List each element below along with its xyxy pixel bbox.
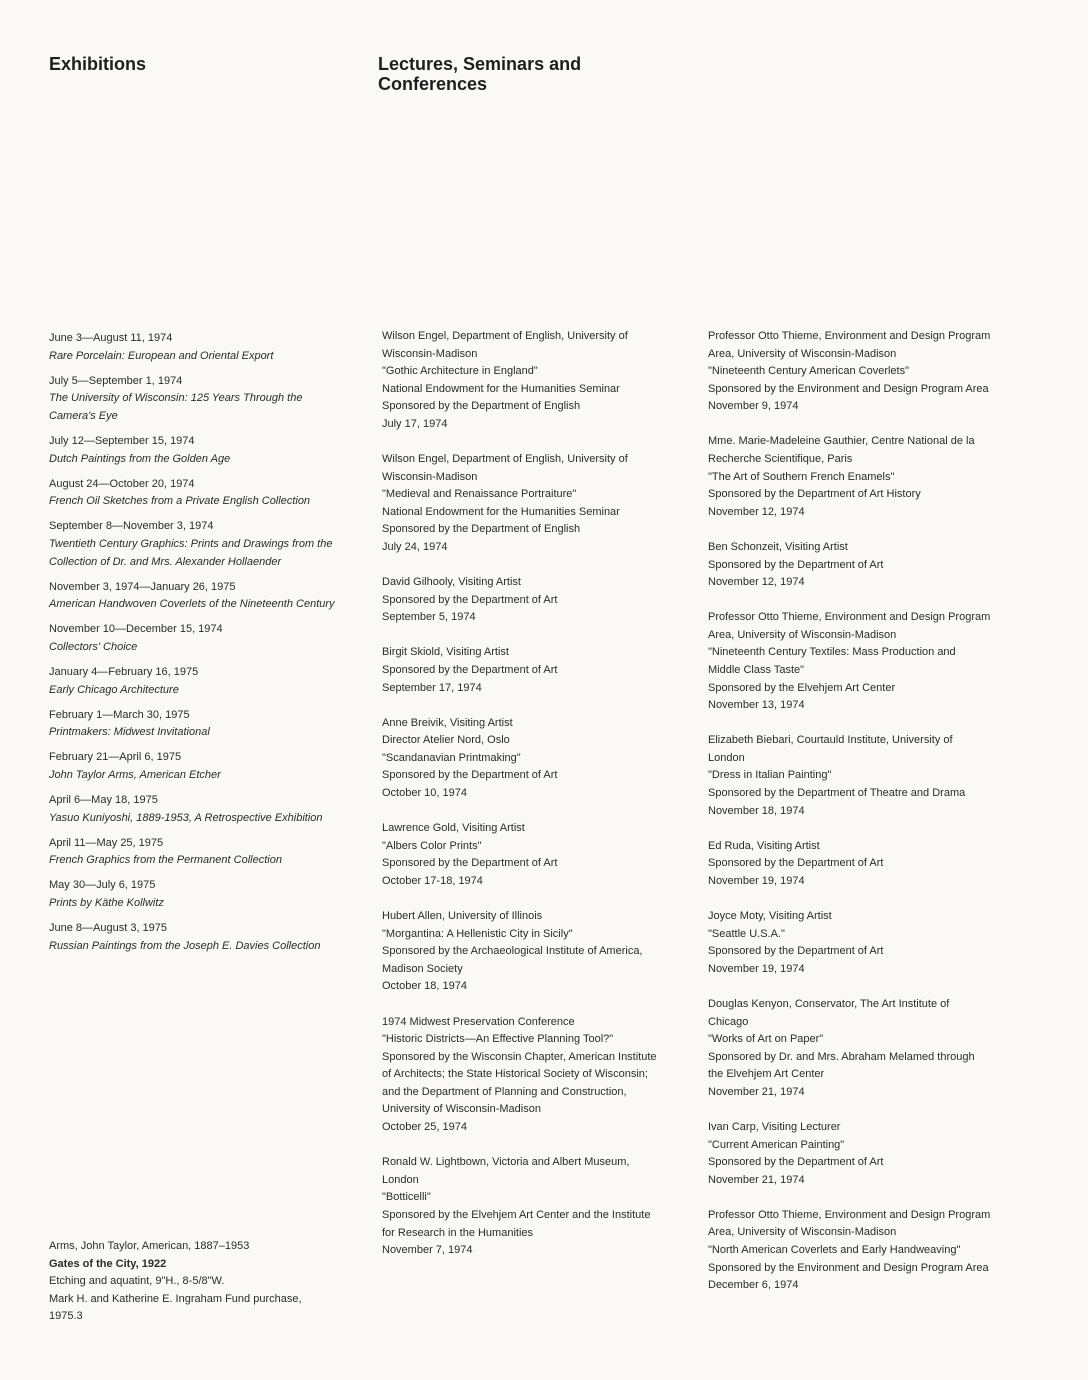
lecture-line: Sponsored by the Elvehjem Art Center	[708, 681, 896, 694]
lecture-entry	[708, 996, 1028, 1102]
exhibition-entry	[49, 792, 349, 827]
exhibition-title: French Graphics from the Permanent Collection	[49, 854, 282, 867]
lecture-line: November 21, 1974	[708, 1173, 805, 1186]
exhibition-entry	[49, 707, 349, 742]
lecture-line: "Dress in Italian Painting"	[708, 769, 832, 782]
caption-artist: Arms, John Taylor, American, 1887–1953	[49, 1240, 250, 1252]
exhibition-dates: April 6—May 18, 1975	[49, 794, 158, 807]
lecture-line: Sponsored by the Department of Theatre and Drama	[708, 787, 966, 800]
lecture-line: Chicago	[708, 1015, 749, 1028]
lecture-line: Ronald W. Lightbown, Victoria and Albert Museum,	[382, 1156, 630, 1169]
lecture-line: Sponsored by the Department of Art	[382, 769, 558, 782]
exhibitions-heading: Exhibitions	[49, 54, 147, 74]
lecture-line: Sponsored by the Department of Art	[708, 558, 884, 571]
lecture-line: of Architects; the State Historical Society of Wisconsin;	[382, 1068, 648, 1081]
lecture-line: Sponsored by the Environment and Design Program Area	[708, 382, 989, 395]
lecture-entry	[382, 451, 692, 557]
lecture-line: Ed Ruda, Visiting Artist	[708, 839, 820, 852]
lecture-line: Director Atelier Nord, Oslo	[382, 734, 510, 747]
lecture-line: and the Department of Planning and Construction,	[382, 1085, 627, 1098]
exhibition-title: American Handwoven Coverlets of the Nineteenth Century	[49, 598, 335, 611]
lecture-line: October 17-18, 1974	[382, 874, 483, 887]
lecture-line: Ben Schonzeit, Visiting Artist	[708, 540, 848, 553]
lectures-list-column-2	[708, 328, 1028, 1312]
exhibition-title: Early Chicago Architecture	[49, 683, 179, 696]
exhibition-title: Collectors' Choice	[49, 640, 138, 653]
lectures-heading: Lectures, Seminars and Conferences	[378, 54, 582, 94]
exhibition-title: Prints by Käthe Kollwitz	[49, 897, 164, 910]
lecture-line: November 12, 1974	[708, 505, 805, 518]
lecture-entry	[708, 838, 1028, 891]
lecture-entry	[708, 908, 1028, 978]
exhibition-title: Rare Porcelain: European and Oriental Export	[49, 349, 274, 362]
lecture-line: "Gothic Architecture in England"	[382, 365, 538, 378]
lecture-line: Madison Society	[382, 962, 463, 975]
lecture-line: Middle Class Taste"	[708, 664, 805, 676]
lecture-entry	[382, 1154, 692, 1260]
lecture-line: Sponsored by the Wisconsin Chapter, American Institute	[382, 1050, 657, 1063]
lectures-list-column-1	[382, 328, 692, 1277]
lecture-line: October 25, 1974	[382, 1121, 468, 1134]
lecture-line: Sponsored by the Department of Art History	[708, 488, 921, 501]
lecture-line: Douglas Kenyon, Conservator, The Art Institute of	[708, 997, 950, 1010]
lecture-line: "Nineteenth Century Textiles: Mass Production and	[708, 646, 956, 659]
exhibition-entry	[49, 579, 349, 614]
lecture-line: Professor Otto Thieme, Environment and Design Program	[708, 1208, 991, 1221]
lecture-line: "Nineteenth Century American Coverlets"	[708, 365, 910, 378]
lecture-line: November 19, 1974	[708, 962, 805, 975]
exhibitions-list	[49, 330, 349, 963]
exhibition-title: Russian Paintings from the Joseph E. Davies Collection	[49, 939, 321, 952]
caption-medium: Etching and aquatint, 9"H., 8-5/8"W.	[49, 1275, 225, 1288]
exhibition-dates: June 8—August 3, 1975	[49, 922, 168, 935]
exhibition-dates: November 10—December 15, 1974	[49, 623, 223, 636]
exhibition-entry	[49, 877, 349, 912]
lecture-line: Professor Otto Thieme, Environment and Design Program	[708, 330, 991, 342]
lecture-line: Sponsored by the Department of Art	[382, 593, 558, 606]
lecture-line: National Endowment for the Humanities Seminar	[382, 382, 620, 395]
exhibition-title: Printmakers: Midwest Invitational	[49, 726, 210, 739]
lecture-entry	[382, 820, 692, 890]
lecture-line: Anne Breivik, Visiting Artist	[382, 716, 513, 729]
lecture-line: October 10, 1974	[382, 787, 468, 800]
lecture-entry	[708, 609, 1028, 715]
exhibition-entry	[49, 476, 349, 511]
lecture-line: "Morgantina: A Hellenistic City in Sicily"	[382, 927, 573, 940]
lecture-line: "Scandanavian Printmaking"	[382, 751, 521, 764]
lecture-line: 1974 Midwest Preservation Conference	[382, 1015, 575, 1028]
lecture-entry	[382, 328, 692, 434]
exhibition-dates: November 3, 1974—January 26, 1975	[49, 580, 236, 593]
lecture-line: the Elvehjem Art Center	[708, 1068, 825, 1081]
lecture-line: "Historic Districts—An Effective Planning Tool?"	[382, 1033, 614, 1046]
lecture-line: Sponsored by the Department of Art	[708, 945, 884, 958]
lecture-line: July 24, 1974	[382, 541, 448, 554]
lecture-line: Sponsored by the Environment and Design Program Area	[708, 1261, 989, 1274]
lecture-line: November 21, 1974	[708, 1085, 805, 1098]
lecture-entry	[382, 644, 692, 697]
lecture-line: Sponsored by the Elvehjem Art Center and the Institute	[382, 1208, 651, 1221]
exhibition-dates: April 11—May 25, 1975	[49, 836, 164, 849]
lecture-line: "Current American Painting"	[708, 1138, 845, 1151]
lecture-line: Birgit Skiold, Visiting Artist	[382, 646, 509, 659]
exhibition-entry	[49, 835, 349, 870]
caption-title: Gates of the City,	[49, 1257, 139, 1270]
lecture-line: November 7, 1974	[382, 1244, 473, 1257]
exhibition-entry	[49, 749, 349, 784]
lecture-line: November 18, 1974	[708, 804, 805, 817]
lecture-line: July 17, 1974	[382, 417, 448, 430]
lecture-line: for Research in the Humanities	[382, 1226, 534, 1239]
illustration-caption	[49, 1238, 349, 1326]
lecture-line: Area, University of Wisconsin-Madison	[708, 1226, 897, 1239]
lecture-line: "Medieval and Renaissance Portraiture"	[382, 488, 577, 501]
lecture-line: "Seattle U.S.A."	[708, 927, 785, 940]
exhibition-entry	[49, 433, 349, 468]
lecture-entry	[382, 574, 692, 627]
lecture-line: November 9, 1974	[708, 400, 799, 413]
lecture-line: National Endowment for the Humanities Seminar	[382, 505, 620, 518]
exhibition-dates: February 21—April 6, 1975	[49, 751, 182, 764]
lecture-line: Professor Otto Thieme, Environment and Design Program	[708, 611, 991, 624]
lecture-line: Sponsored by the Department of Art	[382, 857, 558, 870]
lecture-line: Sponsored by the Department of Art	[708, 1156, 884, 1169]
exhibition-title: Yasuo Kuniyoshi, 1889-1953, A Retrospective Exhibition	[49, 811, 323, 824]
lecture-line: "The Art of Southern French Enamels"	[708, 470, 895, 483]
caption-credit: Mark H. and Katherine E. Ingraham Fund purchase,	[49, 1292, 302, 1305]
lecture-line: Mme. Marie-Madeleine Gauthier, Centre National de la	[708, 435, 975, 448]
lecture-line: Sponsored by the Department of English	[382, 400, 581, 413]
exhibition-entry	[49, 373, 349, 426]
exhibition-entry	[49, 920, 349, 955]
lecture-line: Sponsored by the Department of Art	[708, 857, 884, 870]
lecture-line: November 12, 1974	[708, 576, 805, 589]
lecture-entry	[382, 1014, 692, 1137]
exhibition-dates: September 8—November 3, 1974	[49, 520, 214, 533]
exhibition-title: The University of Wisconsin: 125 Years Through the Camera's Eye	[49, 392, 303, 422]
lecture-line: Wisconsin-Madison	[382, 470, 478, 483]
lecture-line: "Botticelli"	[382, 1191, 431, 1204]
lecture-line: Sponsored by the Department of English	[382, 523, 581, 536]
lecture-line: "Albers Color Prints"	[382, 839, 482, 852]
lecture-line: "Works of Art on Paper"	[708, 1033, 824, 1046]
lecture-line: November 13, 1974	[708, 699, 805, 712]
lecture-line: Joyce Moty, Visiting Artist	[708, 910, 832, 923]
caption-year: 1922	[138, 1257, 167, 1270]
lecture-line: November 19, 1974	[708, 874, 805, 887]
lecture-entry	[708, 732, 1028, 820]
exhibition-entry	[49, 330, 349, 365]
lecture-entry	[382, 715, 692, 803]
lecture-line: Recherche Scientifique, Paris	[708, 453, 853, 466]
lecture-line: September 17, 1974	[382, 681, 482, 694]
exhibition-title: John Taylor Arms, American Etcher	[49, 768, 221, 781]
exhibition-dates: June 3—August 11, 1974	[49, 332, 173, 344]
caption-accession: 1975.3	[49, 1310, 83, 1323]
exhibition-entry	[49, 518, 349, 571]
lecture-line: Wilson Engel, Department of English, University of	[382, 453, 628, 466]
exhibition-title: Twentieth Century Graphics: Prints and Drawings from the Collection of Dr. and Mrs. Alexander Hollaender	[49, 537, 333, 568]
lecture-line: David Gilhooly, Visiting Artist	[382, 576, 521, 589]
lecture-line: Lawrence Gold, Visiting Artist	[382, 822, 525, 835]
exhibition-entry	[49, 664, 349, 699]
exhibition-dates: February 1—March 30, 1975	[49, 708, 190, 721]
lecture-line: September 5, 1974	[382, 611, 476, 624]
lecture-entry	[708, 1207, 1028, 1295]
exhibition-entry	[49, 621, 349, 656]
exhibition-title: French Oil Sketches from a Private English Collection	[49, 495, 311, 508]
lecture-entry	[708, 433, 1028, 521]
exhibition-dates: January 4—February 16, 1975	[49, 666, 199, 678]
lecture-line: Sponsored by Dr. and Mrs. Abraham Melamed through	[708, 1050, 975, 1063]
lecture-line: Area, University of Wisconsin-Madison	[708, 347, 897, 360]
lecture-line: "North American Coverlets and Early Handweaving"	[708, 1244, 961, 1257]
lecture-line: Hubert Allen, University of Illinois	[382, 910, 543, 923]
lecture-entry	[708, 539, 1028, 592]
lecture-line: October 18, 1974	[382, 980, 468, 993]
caption-title-line	[49, 1256, 349, 1274]
lecture-line: Sponsored by the Department of Art	[382, 664, 558, 676]
exhibition-dates: August 24—October 20, 1974	[49, 477, 195, 490]
exhibition-dates: May 30—July 6, 1975	[49, 879, 156, 892]
exhibition-dates: July 12—September 15, 1974	[49, 434, 195, 447]
lecture-line: University of Wisconsin-Madison	[382, 1103, 541, 1116]
lecture-line: Ivan Carp, Visiting Lecturer	[708, 1120, 841, 1133]
exhibition-title: Dutch Paintings from the Golden Age	[49, 452, 231, 465]
lecture-line: December 6, 1974	[708, 1279, 799, 1292]
lecture-line: Area, University of Wisconsin-Madison	[708, 628, 897, 641]
lecture-line: Sponsored by the Archaeological Institute of America,	[382, 945, 643, 958]
lecture-line: Wilson Engel, Department of English, University of	[382, 330, 628, 342]
exhibition-dates: July 5—September 1, 1974	[49, 374, 183, 387]
lecture-entry	[708, 328, 1028, 416]
lecture-line: Elizabeth Biebari, Courtauld Institute, University of	[708, 734, 953, 747]
lecture-line: London	[708, 751, 745, 764]
lecture-entry	[382, 908, 692, 996]
lecture-line: London	[382, 1173, 419, 1186]
lecture-entry	[708, 1119, 1028, 1189]
lecture-line: Wisconsin-Madison	[382, 347, 478, 360]
